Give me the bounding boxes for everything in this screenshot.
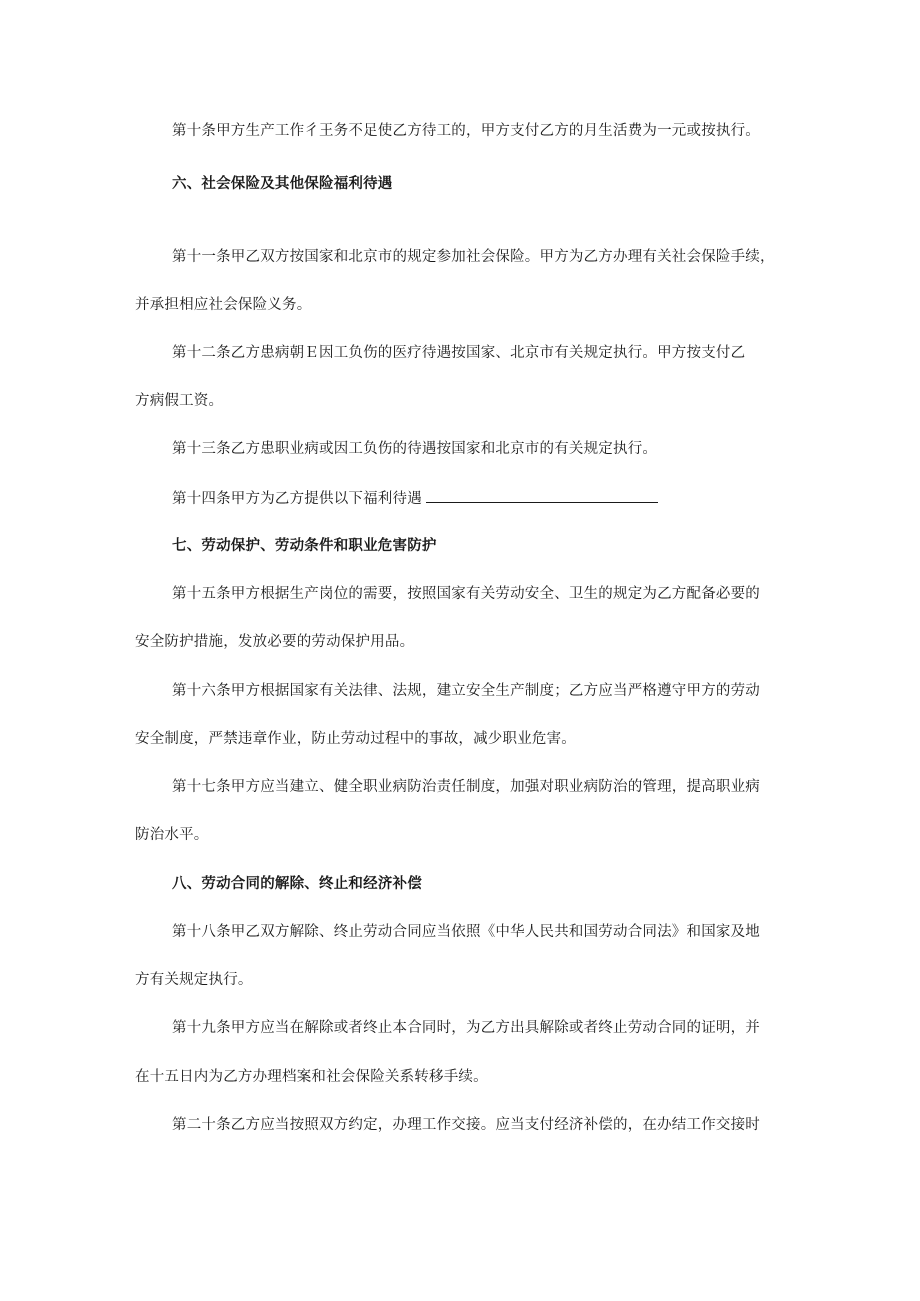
clause-10-line-1: 第十条甲方生产工作彳王务不足使乙方待工的，甲方支付乙方的月生活费为一元或按执行。	[172, 123, 760, 139]
clause-19-line-1: 第十九条甲方应当在解除或者终止本合同时，为乙方出具解除或者终止劳动合同的证明，并	[172, 1020, 760, 1036]
section-6-heading: 六、社会保险及其他保险福利待遇	[172, 176, 393, 192]
clause-15-line-2: 安全防护措施，发放必要的劳动保护用品。	[135, 634, 415, 650]
clause-14-line	[172, 488, 658, 509]
clause-11-line-1: 第十一条甲乙双方按国家和北京市的规定参加社会保险。甲方为乙方办理有关社会保险手续，	[172, 249, 775, 265]
clause-14-text: 第十四条甲方为乙方提供以下福利待遇	[172, 491, 422, 507]
clause-16-line-1: 第十六条甲方根据国家有关法律、法规，建立安全生产制度；乙方应当严格遵守甲方的劳动	[172, 683, 760, 699]
clause-20-line-1: 第二十条乙方应当按照双方约定，办理工作交接。应当支付经济补偿的，在办结工作交接时	[172, 1117, 760, 1133]
clause-18-line-2: 方有关规定执行。	[135, 972, 253, 988]
fill-in-blank	[426, 488, 658, 503]
clause-17-line-1: 第十七条甲方应当建立、健全职业病防治责任制度，加强对职业病防治的管理，提高职业病	[172, 779, 760, 795]
section-8-heading: 八、劳动合同的解除、终止和经济补偿	[172, 876, 422, 892]
clause-11-line-2: 并承担相应社会保险义务。	[135, 297, 312, 313]
clause-13-line-1: 第十三条乙方患职业病或因工负伤的待遇按国家和北京市的有关规定执行。	[172, 441, 658, 457]
clause-17-line-2: 防治水平。	[135, 827, 209, 843]
clause-19-line-2: 在十五日内为乙方办理档案和社会保险关系转移手续。	[135, 1069, 488, 1085]
clause-15-line-1: 第十五条甲方根据生产岗位的需要，按照国家有关劳动安全、卫生的规定为乙方配备必要的	[172, 586, 760, 602]
clause-12-line-2: 方病假工资。	[135, 393, 224, 409]
clause-12-line-1: 第十二条乙方患病朝Ｅ因工负伤的医疗待遇按国家、北京市有关规定执行。甲方按支付乙	[172, 345, 746, 361]
clause-18-line-1: 第十八条甲乙双方解除、终止劳动合同应当依照《中华人民共和国劳动合同法》和国家及地	[172, 924, 760, 940]
section-7-heading: 七、劳动保护、劳动条件和职业危害防护	[172, 538, 437, 554]
clause-16-line-2: 安全制度，严禁违章作业，防止劳动过程中的事故，减少职业危害。	[135, 731, 576, 747]
